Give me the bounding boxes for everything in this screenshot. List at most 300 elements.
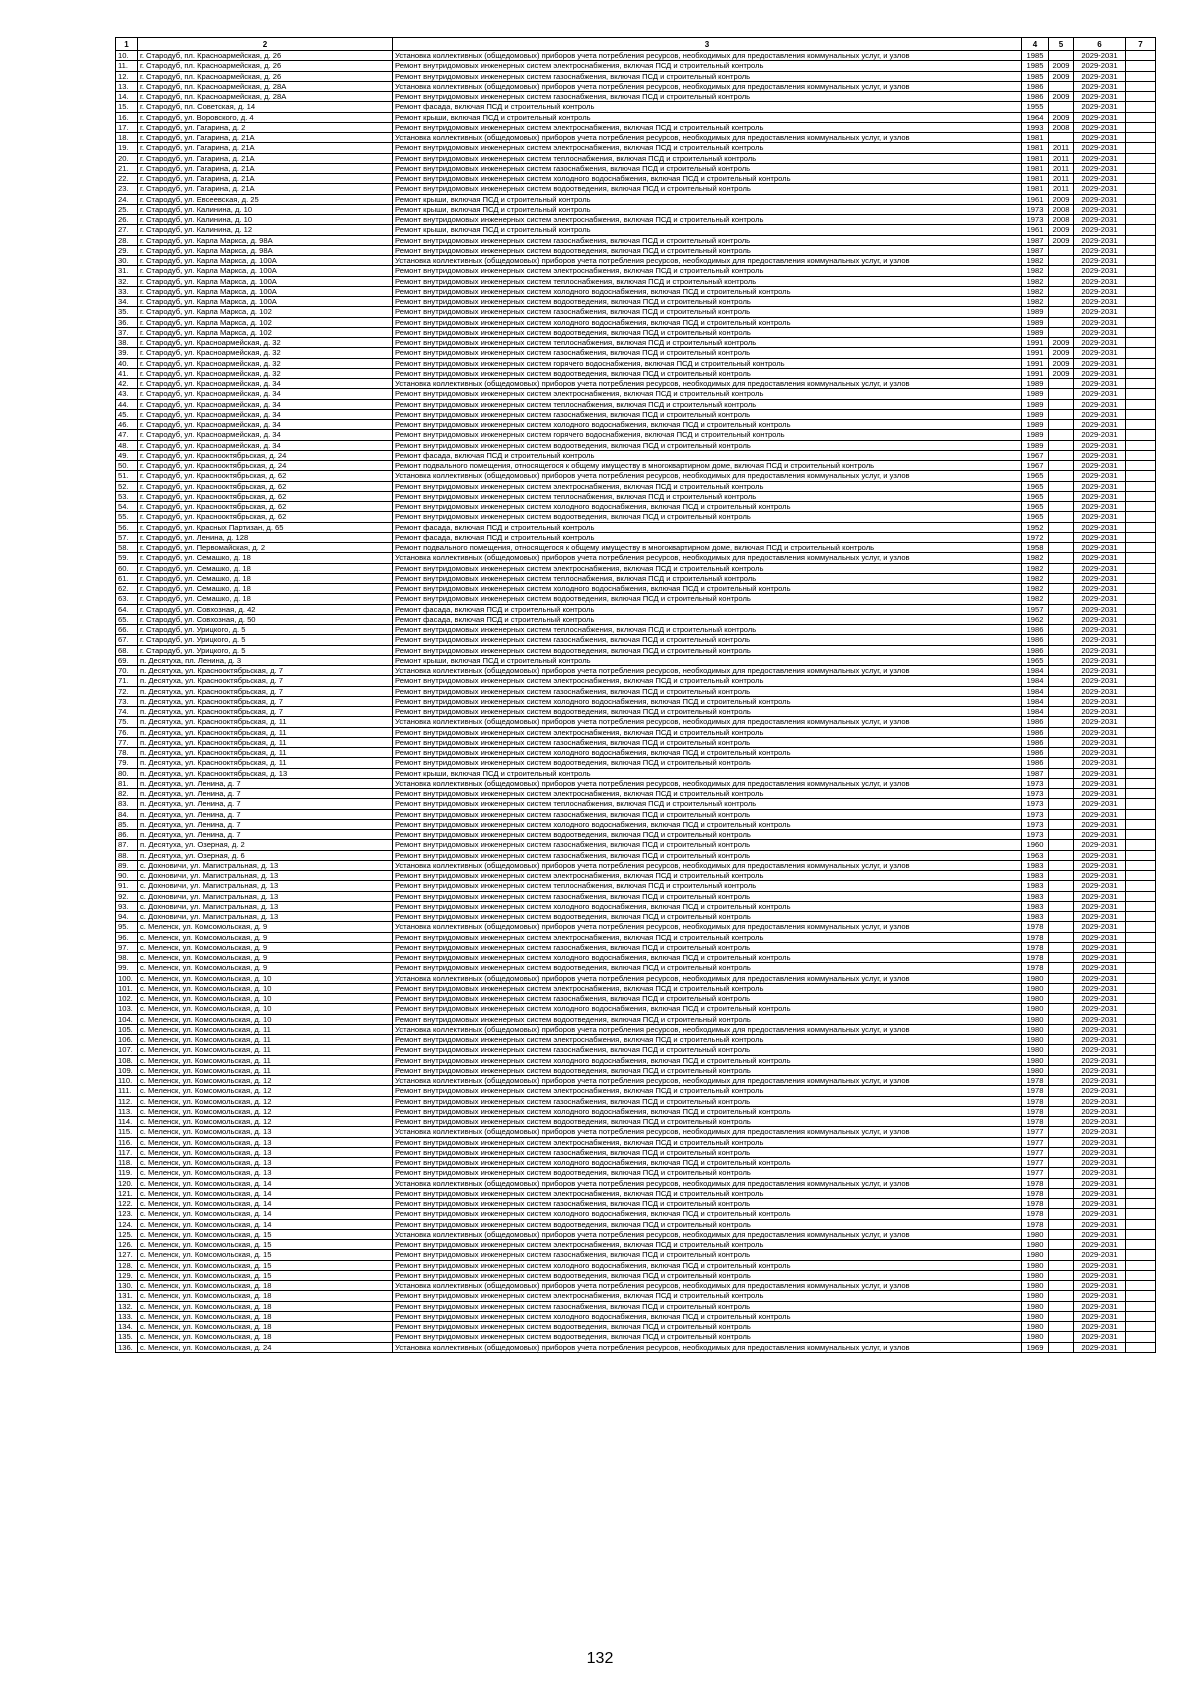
last-repair-year-cell <box>1049 1127 1074 1137</box>
planned-period-cell: 2029-2031 <box>1074 102 1126 112</box>
address-cell: г. Стародуб, ул. Семашко, д. 18 <box>138 563 393 573</box>
row-number-cell: 71. <box>116 676 138 686</box>
planned-period-cell: 2029-2031 <box>1074 1199 1126 1209</box>
work-type-cell: Ремонт внутридомовых инженерных систем газоснабжения, включая ПСД и строительный контроль <box>393 891 1022 901</box>
table-row <box>116 1014 1156 1024</box>
address-cell: г. Стародуб, ул. Урицкого, д. 5 <box>138 645 393 655</box>
work-type-cell: Ремонт внутридомовых инженерных систем газоснабжения, включая ПСД и строительный контроль <box>393 840 1022 850</box>
extra-cell <box>1126 112 1156 122</box>
planned-period-cell: 2029-2031 <box>1074 307 1126 317</box>
planned-period-cell: 2029-2031 <box>1074 420 1126 430</box>
address-cell: с. Меленск, ул. Комсомольская, д. 18 <box>138 1291 393 1301</box>
table-row <box>116 1342 1156 1352</box>
last-repair-year-cell <box>1049 276 1074 286</box>
address-cell: п. Десятуха, пл. Ленина, д. 3 <box>138 655 393 665</box>
build-year-cell: 1989 <box>1022 307 1049 317</box>
table-row <box>116 194 1156 204</box>
last-repair-year-cell <box>1049 983 1074 993</box>
table-row <box>116 143 1156 153</box>
last-repair-year-cell: 2009 <box>1049 225 1074 235</box>
work-type-cell: Ремонт внутридомовых инженерных систем водоотведения, включая ПСД и строительный контроль <box>393 830 1022 840</box>
extra-cell <box>1126 71 1156 81</box>
row-number-cell: 42. <box>116 379 138 389</box>
row-number-cell: 106. <box>116 1035 138 1045</box>
address-cell: г. Стародуб, ул. Урицкого, д. 5 <box>138 625 393 635</box>
extra-cell <box>1126 1158 1156 1168</box>
work-type-cell: Ремонт внутридомовых инженерных систем газоснабжения, включая ПСД и строительный контроль <box>393 1301 1022 1311</box>
extra-cell <box>1126 953 1156 963</box>
planned-period-cell: 2029-2031 <box>1074 819 1126 829</box>
row-number-cell: 97. <box>116 942 138 952</box>
planned-period-cell: 2029-2031 <box>1074 1096 1126 1106</box>
planned-period-cell: 2029-2031 <box>1074 1158 1126 1168</box>
planned-period-cell: 2029-2031 <box>1074 399 1126 409</box>
last-repair-year-cell <box>1049 1014 1074 1024</box>
extra-cell <box>1126 573 1156 583</box>
extra-cell <box>1126 420 1156 430</box>
row-number-cell: 60. <box>116 563 138 573</box>
planned-period-cell: 2029-2031 <box>1074 881 1126 891</box>
build-year-cell: 1987 <box>1022 235 1049 245</box>
planned-period-cell: 2029-2031 <box>1074 184 1126 194</box>
last-repair-year-cell <box>1049 1342 1074 1352</box>
planned-period-cell: 2029-2031 <box>1074 1301 1126 1311</box>
address-cell: п. Десятуха, ул. Краснооктябрьская, д. 11 <box>138 758 393 768</box>
table-row <box>116 717 1156 727</box>
last-repair-year-cell <box>1049 676 1074 686</box>
table-row <box>116 348 1156 358</box>
work-type-cell: Ремонт внутридомовых инженерных систем газоснабжения, включая ПСД и строительный контроль <box>393 1045 1022 1055</box>
extra-cell <box>1126 707 1156 717</box>
planned-period-cell: 2029-2031 <box>1074 891 1126 901</box>
last-repair-year-cell: 2009 <box>1049 194 1074 204</box>
last-repair-year-cell <box>1049 819 1074 829</box>
planned-period-cell: 2029-2031 <box>1074 92 1126 102</box>
extra-cell <box>1126 922 1156 932</box>
address-cell: п. Десятуха, ул. Краснооктябрьская, д. 7 <box>138 696 393 706</box>
last-repair-year-cell: 2011 <box>1049 163 1074 173</box>
extra-cell <box>1126 471 1156 481</box>
planned-period-cell: 2029-2031 <box>1074 481 1126 491</box>
last-repair-year-cell <box>1049 748 1074 758</box>
row-number-cell: 34. <box>116 297 138 307</box>
extra-cell <box>1126 655 1156 665</box>
table-row <box>116 994 1156 1004</box>
last-repair-year-cell <box>1049 1086 1074 1096</box>
work-type-cell: Ремонт внутридомовых инженерных систем холодного водоснабжения, включая ПСД и строительный контроль <box>393 317 1022 327</box>
table-row <box>116 655 1156 665</box>
row-number-cell: 20. <box>116 153 138 163</box>
work-type-cell: Ремонт внутридомовых инженерных систем холодного водоснабжения, включая ПСД и строительный контроль <box>393 1106 1022 1116</box>
last-repair-year-cell: 2008 <box>1049 215 1074 225</box>
address-cell: с. Меленск, ул. Комсомольская, д. 15 <box>138 1229 393 1239</box>
build-year-cell: 1965 <box>1022 512 1049 522</box>
header-cell-3: 3 <box>393 38 1022 51</box>
table-row <box>116 532 1156 542</box>
extra-cell <box>1126 963 1156 973</box>
row-number-cell: 58. <box>116 543 138 553</box>
row-number-cell: 85. <box>116 819 138 829</box>
build-year-cell: 1969 <box>1022 1342 1049 1352</box>
planned-period-cell: 2029-2031 <box>1074 655 1126 665</box>
build-year-cell: 1983 <box>1022 871 1049 881</box>
work-type-cell: Установка коллективных (общедомовых) приборов учета потребления ресурсов, необходимых для предоставления коммунальных услуг, и узлов <box>393 81 1022 91</box>
build-year-cell: 1984 <box>1022 676 1049 686</box>
planned-period-cell: 2029-2031 <box>1074 676 1126 686</box>
last-repair-year-cell: 2009 <box>1049 92 1074 102</box>
build-year-cell: 1989 <box>1022 399 1049 409</box>
extra-cell <box>1126 1147 1156 1157</box>
address-cell: г. Стародуб, ул. Красноармейская, д. 34 <box>138 420 393 430</box>
table-row <box>116 409 1156 419</box>
build-year-cell: 1989 <box>1022 440 1049 450</box>
extra-cell <box>1126 368 1156 378</box>
work-type-cell: Ремонт внутридомовых инженерных систем теплоснабжения, включая ПСД и строительный контроль <box>393 399 1022 409</box>
row-number-cell: 24. <box>116 194 138 204</box>
planned-period-cell: 2029-2031 <box>1074 994 1126 1004</box>
table-row <box>116 1229 1156 1239</box>
planned-period-cell: 2029-2031 <box>1074 1137 1126 1147</box>
build-year-cell: 1967 <box>1022 450 1049 460</box>
extra-cell <box>1126 491 1156 501</box>
row-number-cell: 44. <box>116 399 138 409</box>
extra-cell <box>1126 932 1156 942</box>
work-type-cell: Ремонт внутридомовых инженерных систем водоотведения, включая ПСД и строительный контроль <box>393 1014 1022 1024</box>
row-number-cell: 101. <box>116 983 138 993</box>
row-number-cell: 45. <box>116 409 138 419</box>
build-year-cell: 1965 <box>1022 471 1049 481</box>
last-repair-year-cell <box>1049 1240 1074 1250</box>
row-number-cell: 15. <box>116 102 138 112</box>
work-type-cell: Ремонт внутридомовых инженерных систем газоснабжения, включая ПСД и строительный контроль <box>393 1096 1022 1106</box>
extra-cell <box>1126 174 1156 184</box>
build-year-cell: 1981 <box>1022 153 1049 163</box>
planned-period-cell: 2029-2031 <box>1074 1291 1126 1301</box>
row-number-cell: 61. <box>116 573 138 583</box>
last-repair-year-cell <box>1049 717 1074 727</box>
address-cell: г. Стародуб, ул. Семашко, д. 18 <box>138 573 393 583</box>
build-year-cell: 1989 <box>1022 327 1049 337</box>
planned-period-cell: 2029-2031 <box>1074 942 1126 952</box>
table-row <box>116 707 1156 717</box>
address-cell: с. Дохновичи, ул. Магистральная, д. 13 <box>138 891 393 901</box>
work-type-cell: Установка коллективных (общедомовых) приборов учета потребления ресурсов, необходимых для предоставления коммунальных услуг, и узлов <box>393 860 1022 870</box>
extra-cell <box>1126 1270 1156 1280</box>
table-row <box>116 1065 1156 1075</box>
build-year-cell: 1965 <box>1022 502 1049 512</box>
work-type-cell: Ремонт внутридомовых инженерных систем водоотведения, включая ПСД и строительный контроль <box>393 1065 1022 1075</box>
last-repair-year-cell <box>1049 1076 1074 1086</box>
work-type-cell: Ремонт внутридомовых инженерных систем водоотведения, включая ПСД и строительный контроль <box>393 327 1022 337</box>
extra-cell <box>1126 235 1156 245</box>
address-cell: г. Стародуб, пл. Красноармейская, д. 26 <box>138 51 393 61</box>
table-row <box>116 502 1156 512</box>
extra-cell <box>1126 912 1156 922</box>
planned-period-cell: 2029-2031 <box>1074 276 1126 286</box>
address-cell: п. Десятуха, ул. Краснооктябрьская, д. 7 <box>138 707 393 717</box>
table-row <box>116 440 1156 450</box>
address-cell: с. Меленск, ул. Комсомольская, д. 9 <box>138 942 393 952</box>
table-row <box>116 850 1156 860</box>
last-repair-year-cell <box>1049 1311 1074 1321</box>
work-type-cell: Ремонт внутридомовых инженерных систем электроснабжения, включая ПСД и строительный контроль <box>393 563 1022 573</box>
header-row <box>116 38 1156 51</box>
table-row <box>116 1158 1156 1168</box>
planned-period-cell: 2029-2031 <box>1074 635 1126 645</box>
extra-cell <box>1126 133 1156 143</box>
last-repair-year-cell <box>1049 604 1074 614</box>
extra-cell <box>1126 184 1156 194</box>
build-year-cell: 1977 <box>1022 1127 1049 1137</box>
planned-period-cell: 2029-2031 <box>1074 1055 1126 1065</box>
build-year-cell: 1965 <box>1022 491 1049 501</box>
extra-cell <box>1126 1055 1156 1065</box>
last-repair-year-cell <box>1049 963 1074 973</box>
row-number-cell: 77. <box>116 737 138 747</box>
table-row <box>116 594 1156 604</box>
row-number-cell: 66. <box>116 625 138 635</box>
build-year-cell: 1980 <box>1022 1004 1049 1014</box>
planned-period-cell: 2029-2031 <box>1074 686 1126 696</box>
row-number-cell: 135. <box>116 1332 138 1342</box>
planned-period-cell: 2029-2031 <box>1074 860 1126 870</box>
table-row <box>116 645 1156 655</box>
address-cell: с. Меленск, ул. Комсомольская, д. 14 <box>138 1219 393 1229</box>
extra-cell <box>1126 215 1156 225</box>
address-cell: с. Меленск, ул. Комсомольская, д. 13 <box>138 1127 393 1137</box>
address-cell: с. Меленск, ул. Комсомольская, д. 9 <box>138 932 393 942</box>
planned-period-cell: 2029-2031 <box>1074 1260 1126 1270</box>
build-year-cell: 1980 <box>1022 1270 1049 1280</box>
table-row <box>116 307 1156 317</box>
row-number-cell: 78. <box>116 748 138 758</box>
planned-period-cell: 2029-2031 <box>1074 1229 1126 1239</box>
last-repair-year-cell <box>1049 840 1074 850</box>
address-cell: с. Меленск, ул. Комсомольская, д. 11 <box>138 1045 393 1055</box>
table-row <box>116 809 1156 819</box>
extra-cell <box>1126 666 1156 676</box>
last-repair-year-cell: 2009 <box>1049 338 1074 348</box>
extra-cell <box>1126 1199 1156 1209</box>
extra-cell <box>1126 1004 1156 1014</box>
last-repair-year-cell <box>1049 1332 1074 1342</box>
extra-cell <box>1126 1178 1156 1188</box>
table-row <box>116 71 1156 81</box>
planned-period-cell: 2029-2031 <box>1074 51 1126 61</box>
row-number-cell: 110. <box>116 1076 138 1086</box>
work-type-cell: Ремонт внутридомовых инженерных систем водоотведения, включая ПСД и строительный контроль <box>393 297 1022 307</box>
work-type-cell: Ремонт внутридомовых инженерных систем водоотведения, включая ПСД и строительный контроль <box>393 1322 1022 1332</box>
row-number-cell: 17. <box>116 122 138 132</box>
address-cell: с. Меленск, ул. Комсомольская, д. 10 <box>138 1014 393 1024</box>
row-number-cell: 91. <box>116 881 138 891</box>
build-year-cell: 1978 <box>1022 932 1049 942</box>
row-number-cell: 43. <box>116 389 138 399</box>
table-row <box>116 1035 1156 1045</box>
planned-period-cell: 2029-2031 <box>1074 573 1126 583</box>
last-repair-year-cell <box>1049 1291 1074 1301</box>
extra-cell <box>1126 1096 1156 1106</box>
extra-cell <box>1126 614 1156 624</box>
planned-period-cell: 2029-2031 <box>1074 1209 1126 1219</box>
planned-period-cell: 2029-2031 <box>1074 194 1126 204</box>
planned-period-cell: 2029-2031 <box>1074 1076 1126 1086</box>
build-year-cell: 1977 <box>1022 1137 1049 1147</box>
extra-cell <box>1126 830 1156 840</box>
last-repair-year-cell <box>1049 133 1074 143</box>
work-type-cell: Ремонт внутридомовых инженерных систем газоснабжения, включая ПСД и строительный контроль <box>393 92 1022 102</box>
row-number-cell: 82. <box>116 789 138 799</box>
table-row <box>116 1137 1156 1147</box>
build-year-cell: 1978 <box>1022 953 1049 963</box>
extra-cell <box>1126 1332 1156 1342</box>
extra-cell <box>1126 891 1156 901</box>
extra-cell <box>1126 799 1156 809</box>
work-type-cell: Ремонт внутридомовых инженерных систем холодного водоснабжения, включая ПСД и строительный контроль <box>393 1311 1022 1321</box>
table-row <box>116 204 1156 214</box>
table-row <box>116 102 1156 112</box>
last-repair-year-cell <box>1049 912 1074 922</box>
table-row <box>116 789 1156 799</box>
row-number-cell: 129. <box>116 1270 138 1280</box>
last-repair-year-cell <box>1049 471 1074 481</box>
last-repair-year-cell <box>1049 245 1074 255</box>
planned-period-cell: 2029-2031 <box>1074 737 1126 747</box>
work-type-cell: Ремонт внутридомовых инженерных систем холодного водоснабжения, включая ПСД и строительный контроль <box>393 819 1022 829</box>
work-type-cell: Ремонт крыши, включая ПСД и строительный контроль <box>393 655 1022 665</box>
extra-cell <box>1126 61 1156 71</box>
extra-cell <box>1126 543 1156 553</box>
planned-period-cell: 2029-2031 <box>1074 256 1126 266</box>
planned-period-cell: 2029-2031 <box>1074 1270 1126 1280</box>
work-type-cell: Ремонт внутридомовых инженерных систем водоотведения, включая ПСД и строительный контроль <box>393 594 1022 604</box>
planned-period-cell: 2029-2031 <box>1074 430 1126 440</box>
planned-period-cell: 2029-2031 <box>1074 471 1126 481</box>
planned-period-cell: 2029-2031 <box>1074 1281 1126 1291</box>
extra-cell <box>1126 358 1156 368</box>
address-cell: с. Меленск, ул. Комсомольская, д. 12 <box>138 1117 393 1127</box>
last-repair-year-cell <box>1049 994 1074 1004</box>
address-cell: г. Стародуб, ул. Карла Маркса, д. 102 <box>138 317 393 327</box>
last-repair-year-cell <box>1049 563 1074 573</box>
address-cell: с. Меленск, ул. Комсомольская, д. 14 <box>138 1209 393 1219</box>
planned-period-cell: 2029-2031 <box>1074 163 1126 173</box>
work-type-cell: Ремонт внутридомовых инженерных систем газоснабжения, включая ПСД и строительный контроль <box>393 409 1022 419</box>
capital-repair-table <box>115 37 1156 1353</box>
build-year-cell: 1982 <box>1022 256 1049 266</box>
build-year-cell: 1980 <box>1022 1322 1049 1332</box>
build-year-cell: 1973 <box>1022 204 1049 214</box>
build-year-cell: 1991 <box>1022 358 1049 368</box>
extra-cell <box>1126 532 1156 542</box>
work-type-cell: Ремонт внутридомовых инженерных систем газоснабжения, включая ПСД и строительный контроль <box>393 635 1022 645</box>
row-number-cell: 109. <box>116 1065 138 1075</box>
extra-cell <box>1126 307 1156 317</box>
table-row <box>116 256 1156 266</box>
table-row <box>116 1322 1156 1332</box>
build-year-cell: 1973 <box>1022 819 1049 829</box>
address-cell: г. Стародуб, ул. Карла Маркса, д. 100А <box>138 286 393 296</box>
build-year-cell: 1978 <box>1022 1219 1049 1229</box>
table-row <box>116 51 1156 61</box>
work-type-cell: Ремонт подвального помещения, относящегося к общему имуществу в многоквартирном доме, включая ПСД и строительный контроль <box>393 461 1022 471</box>
build-year-cell: 1978 <box>1022 922 1049 932</box>
work-type-cell: Ремонт внутридомовых инженерных систем газоснабжения, включая ПСД и строительный контроль <box>393 942 1022 952</box>
row-number-cell: 38. <box>116 338 138 348</box>
row-number-cell: 11. <box>116 61 138 71</box>
planned-period-cell: 2029-2031 <box>1074 1332 1126 1342</box>
table-body <box>116 51 1156 1353</box>
build-year-cell: 1978 <box>1022 963 1049 973</box>
row-number-cell: 83. <box>116 799 138 809</box>
address-cell: с. Меленск, ул. Комсомольская, д. 18 <box>138 1301 393 1311</box>
table-row <box>116 133 1156 143</box>
row-number-cell: 121. <box>116 1188 138 1198</box>
build-year-cell: 1973 <box>1022 789 1049 799</box>
work-type-cell: Ремонт фасада, включая ПСД и строительный контроль <box>393 614 1022 624</box>
build-year-cell: 1957 <box>1022 604 1049 614</box>
address-cell: г. Стародуб, ул. Краснооктябрьская, д. 62 <box>138 481 393 491</box>
row-number-cell: 35. <box>116 307 138 317</box>
table-row <box>116 666 1156 676</box>
address-cell: с. Меленск, ул. Комсомольская, д. 24 <box>138 1342 393 1352</box>
build-year-cell: 1989 <box>1022 379 1049 389</box>
build-year-cell: 1987 <box>1022 245 1049 255</box>
last-repair-year-cell: 2008 <box>1049 122 1074 132</box>
address-cell: с. Дохновичи, ул. Магистральная, д. 13 <box>138 901 393 911</box>
address-cell: г. Стародуб, ул. Красноармейская, д. 34 <box>138 379 393 389</box>
build-year-cell: 1985 <box>1022 51 1049 61</box>
work-type-cell: Установка коллективных (общедомовых) приборов учета потребления ресурсов, необходимых для предоставления коммунальных услуг, и узлов <box>393 1178 1022 1188</box>
last-repair-year-cell <box>1049 1004 1074 1014</box>
build-year-cell: 1980 <box>1022 1260 1049 1270</box>
work-type-cell: Ремонт внутридомовых инженерных систем электроснабжения, включая ПСД и строительный контроль <box>393 266 1022 276</box>
row-number-cell: 49. <box>116 450 138 460</box>
work-type-cell: Установка коллективных (общедомовых) приборов учета потребления ресурсов, необходимых для предоставления коммунальных услуг, и узлов <box>393 922 1022 932</box>
row-number-cell: 29. <box>116 245 138 255</box>
extra-cell <box>1126 1045 1156 1055</box>
build-year-cell: 1978 <box>1022 1117 1049 1127</box>
table-row <box>116 368 1156 378</box>
header-cell-1: 1 <box>116 38 138 51</box>
planned-period-cell: 2029-2031 <box>1074 717 1126 727</box>
last-repair-year-cell <box>1049 450 1074 460</box>
table-row <box>116 1281 1156 1291</box>
table-row <box>116 1127 1156 1137</box>
work-type-cell: Установка коллективных (общедомовых) приборов учета потребления ресурсов, необходимых для предоставления коммунальных услуг, и узлов <box>393 1342 1022 1352</box>
row-number-cell: 21. <box>116 163 138 173</box>
extra-cell <box>1126 1209 1156 1219</box>
work-type-cell: Ремонт внутридомовых инженерных систем водоотведения, включая ПСД и строительный контроль <box>393 758 1022 768</box>
table-row <box>116 830 1156 840</box>
planned-period-cell: 2029-2031 <box>1074 204 1126 214</box>
build-year-cell: 1978 <box>1022 1188 1049 1198</box>
address-cell: с. Дохновичи, ул. Магистральная, д. 13 <box>138 881 393 891</box>
planned-period-cell: 2029-2031 <box>1074 379 1126 389</box>
extra-cell <box>1126 276 1156 286</box>
planned-period-cell: 2029-2031 <box>1074 1065 1126 1075</box>
last-repair-year-cell <box>1049 317 1074 327</box>
work-type-cell: Ремонт внутридомовых инженерных систем холодного водоснабжения, включая ПСД и строительный контроль <box>393 584 1022 594</box>
work-type-cell: Ремонт внутридомовых инженерных систем газоснабжения, включая ПСД и строительный контроль <box>393 850 1022 860</box>
work-type-cell: Ремонт крыши, включая ПСД и строительный контроль <box>393 768 1022 778</box>
work-type-cell: Ремонт фасада, включая ПСД и строительный контроль <box>393 102 1022 112</box>
address-cell: г. Стародуб, ул. Краснооктябрьская, д. 62 <box>138 502 393 512</box>
last-repair-year-cell: 2009 <box>1049 112 1074 122</box>
work-type-cell: Ремонт внутридомовых инженерных систем холодного водоснабжения, включая ПСД и строительный контроль <box>393 1004 1022 1014</box>
build-year-cell: 1973 <box>1022 809 1049 819</box>
build-year-cell: 1980 <box>1022 1229 1049 1239</box>
